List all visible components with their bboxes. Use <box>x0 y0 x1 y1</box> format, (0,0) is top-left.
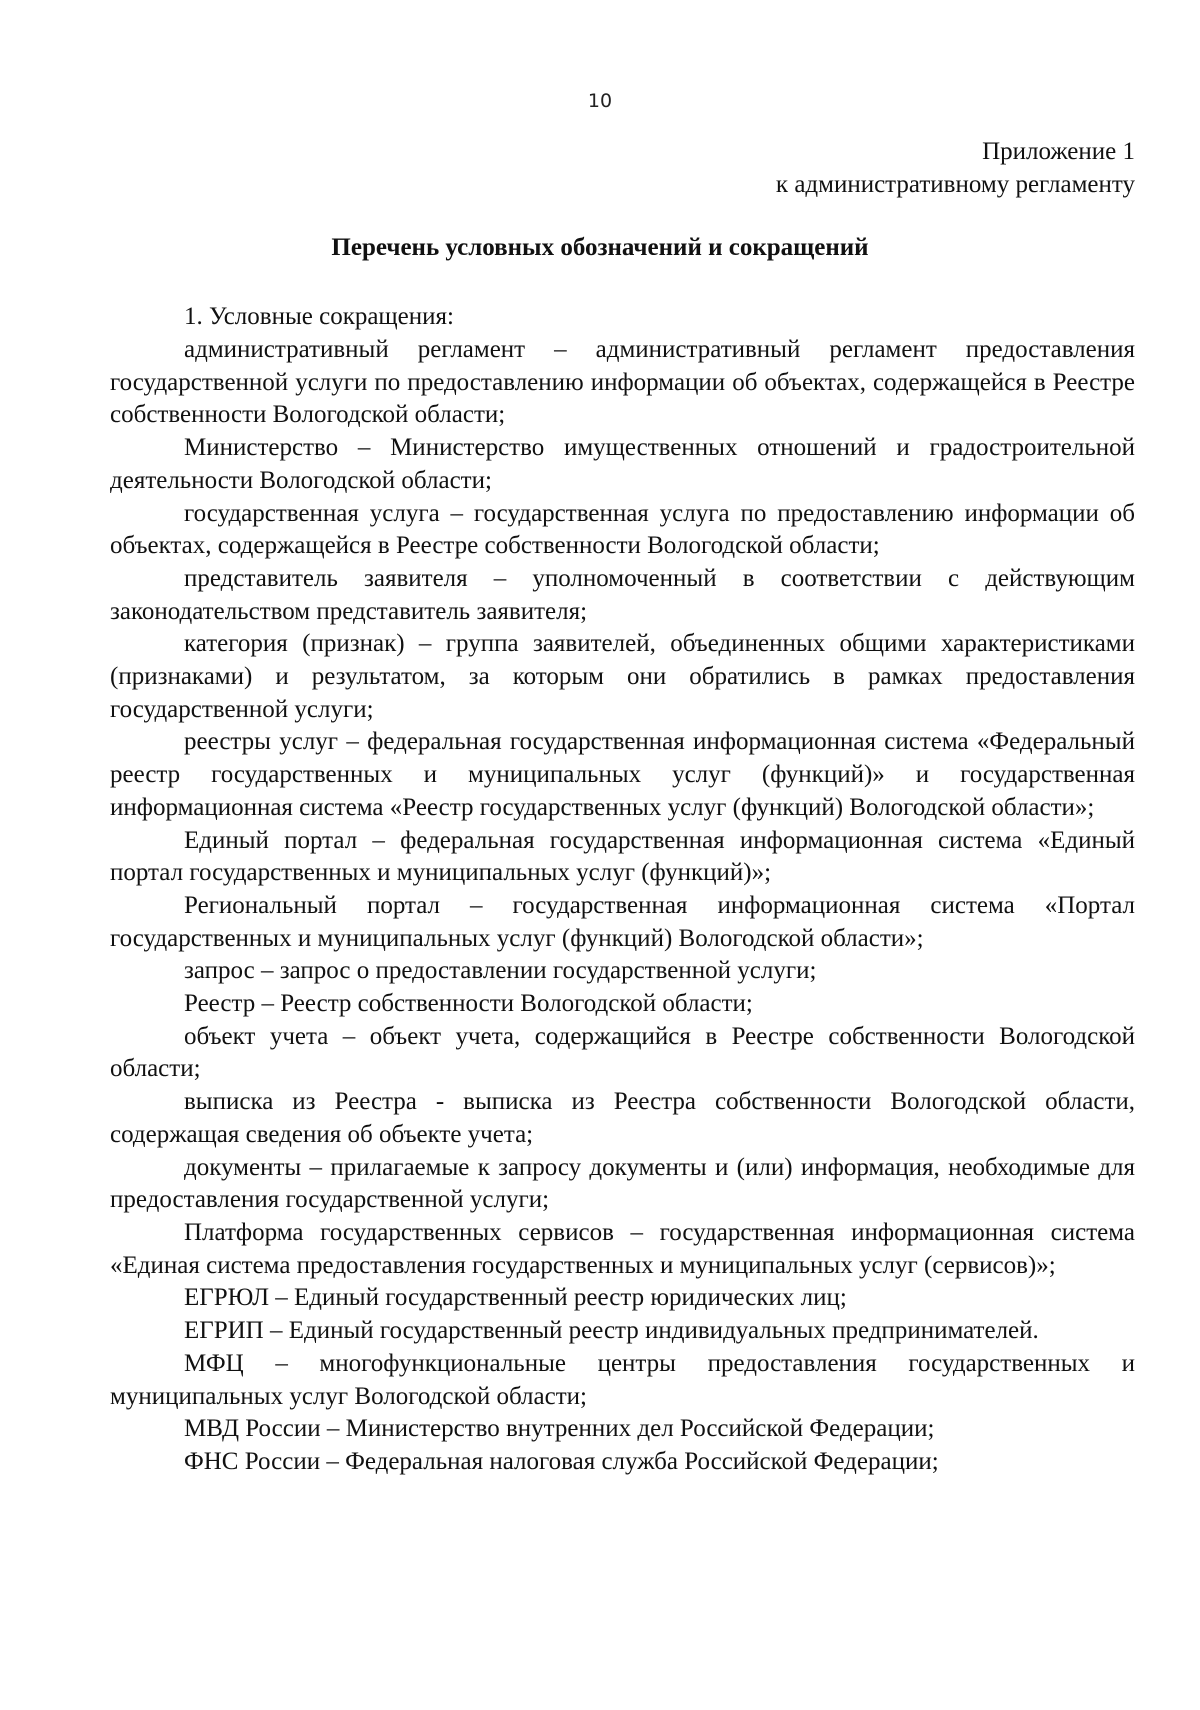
abbreviation-list <box>110 334 1135 1479</box>
appendix-line-2: к административному регламенту <box>775 171 1135 198</box>
abbreviation-entry: Единый портал – федеральная государственная информационная система «Единый портал государственных и муниципальных услуг (функций)»; <box>110 826 1135 887</box>
page-number: 10 <box>587 90 613 112</box>
abbreviation-entry: государственная услуга – государственная услуга по предоставлению информации об объектах, содержащейся в Реестре собственности Вологодской области; <box>110 499 1135 560</box>
section-heading: 1. Условные сокращения: <box>184 303 454 330</box>
abbreviation-entry: выписка из Реестра - выписка из Реестра собственности Вологодской области, содержащая сведения об объекте учета; <box>110 1088 1135 1148</box>
abbreviation-entry: Министерство – Министерство имущественных отношений и градостроительной деятельности Вологодской области; <box>110 434 1135 494</box>
abbreviation-entry: представитель заявителя – уполномоченный в соответствии с действующим законодательством представитель заявителя; <box>110 564 1135 625</box>
abbreviation-entry: МВД России – Министерство внутренних дел Российской Федерации; <box>184 1415 935 1443</box>
abbreviation-entry: запрос – запрос о предоставлении государственной услуги; <box>184 957 817 985</box>
appendix-header <box>776 135 1135 201</box>
abbreviation-entry: категория (признак) – группа заявителей, объединенных общими характеристиками (признаками) и результатом, за которым они обратились в рамках предоставления государственной услуги; <box>110 630 1135 723</box>
abbreviation-entry: ЕГРИП – Единый государственный реестр индивидуальных предпринимателей. <box>184 1317 1039 1345</box>
document-title: Перечень условных обозначений и сокращений <box>331 234 869 261</box>
abbreviation-entry: Региональный портал – государственная информационная система «Портал государственных и муниципальных услуг (функций) Вологодской области»; <box>110 891 1135 952</box>
abbreviation-entry: Реестр – Реестр собственности Вологодской области; <box>184 990 753 1018</box>
abbreviation-entry: МФЦ – многофункциональные центры предоставления государственных и муниципальных услуг Вологодской области; <box>110 1349 1135 1410</box>
abbreviation-entry: Платформа государственных сервисов – государственная информационная система «Единая система предоставления государственных и муниципальных услуг (сервисов)»; <box>110 1218 1135 1279</box>
abbreviation-entry: документы – прилагаемые к запросу документы и (или) информация, необходимые для предоставления государственной услуги; <box>110 1153 1135 1214</box>
abbreviation-entry: административный регламент – административный регламент предоставления государственной услуги по предоставлению информации об объектах, содержащейся в Реестре собственности Вологодской области; <box>110 336 1135 429</box>
abbreviation-entry: реестры услуг – федеральная государственная информационная система «Федеральный реестр государственных и муниципальных услуг (функций)» и государственная информационная система «Реестр государственных услуг (функций) Вологодской области»; <box>110 728 1135 821</box>
abbreviation-entry: объект учета – объект учета, содержащийся в Реестре собственности Вологодской области; <box>110 1022 1135 1083</box>
appendix-line-1: Приложение 1 <box>982 138 1135 165</box>
abbreviation-entry: ФНС России – Федеральная налоговая служба Российской Федерации; <box>184 1447 939 1475</box>
abbreviation-entry: ЕГРЮЛ – Единый государственный реестр юридических лиц; <box>184 1284 847 1312</box>
